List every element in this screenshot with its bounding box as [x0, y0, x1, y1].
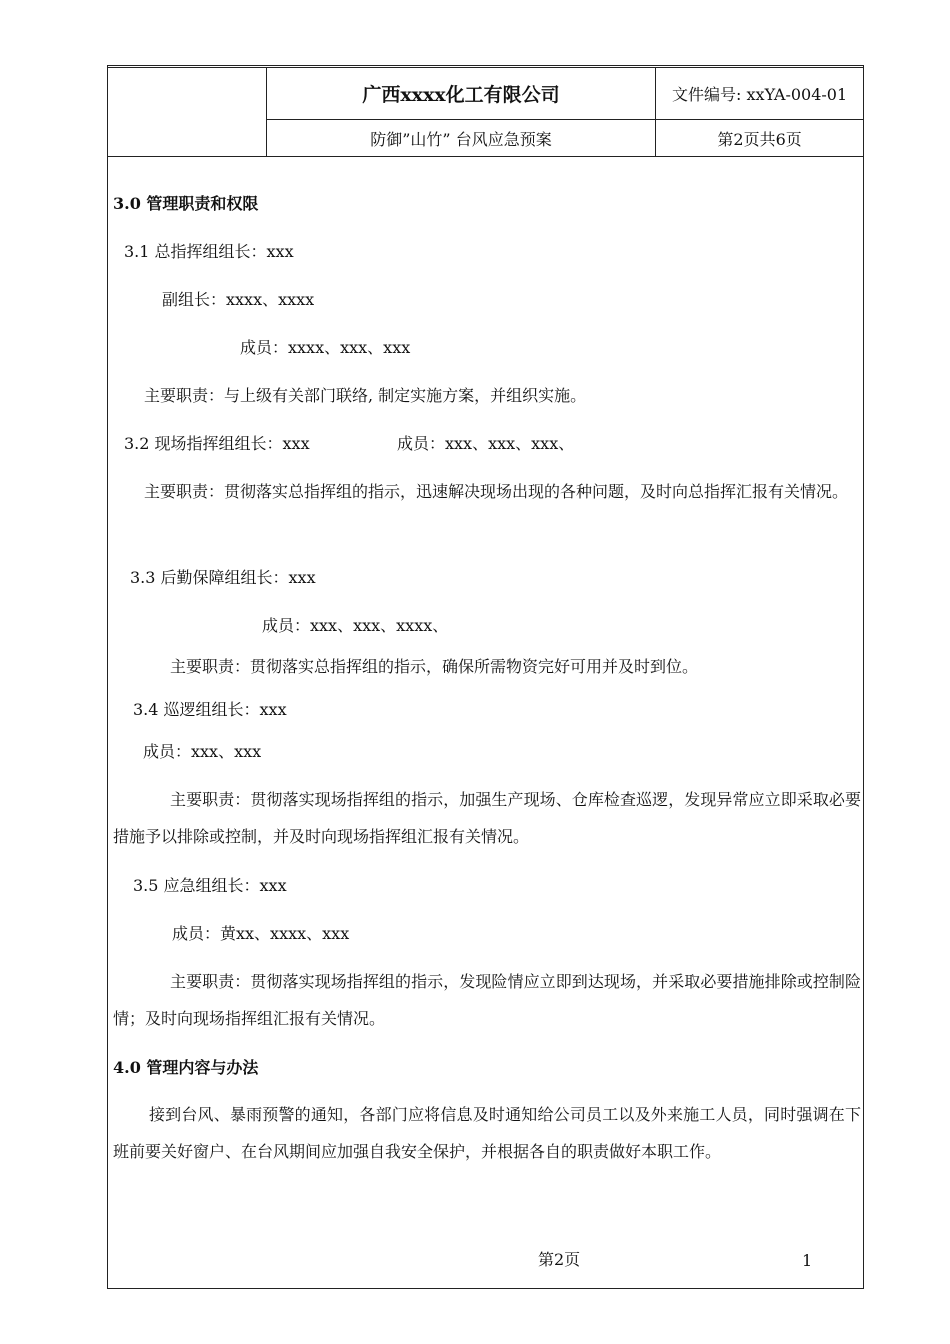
- section-3-1-members: 成员：xxxx、xxx、xxx: [240, 338, 411, 357]
- section-3-5-members: 成员：黄xx、xxxx、xxx: [172, 924, 350, 943]
- footer-page-number: 1: [802, 1251, 813, 1270]
- footer-page-label: 第2页: [538, 1250, 581, 1269]
- section-4-heading: 4.0 管理内容与办法: [113, 1058, 259, 1077]
- company-name: 广西xxxx化工有限公司: [266, 68, 655, 120]
- section-3-1-leader: 3.1 总指挥组组长：xxx: [124, 242, 294, 261]
- section-3-2-leader: 3.2 现场指挥组组长：xxx: [124, 434, 310, 453]
- section-3-4-members: 成员：xxx、xxx: [143, 742, 262, 761]
- section-4-body: 接到台风、暴雨预警的通知，各部门应将信息及时通知给公司员工以及外来施工人员，同时强调在下班前要关好窗户、在台风期间应加强自我安全保护，并根据各自的职责做好本职工作。: [113, 1105, 861, 1161]
- section-3-3-leader: 3.3 后勤保障组组长：xxx: [130, 568, 316, 587]
- document-title: 防御”山竹” 台风应急预案: [266, 120, 655, 157]
- document-number: 文件编号: xxYA-004-01: [656, 68, 864, 120]
- section-3-5-leader: 3.5 应急组组长：xxx: [133, 876, 287, 895]
- section-3-4-duty: 主要职责：贯彻落实现场指挥组的指示，加强生产现场、仓库检查巡逻，发现异常应立即采取必要措施予以排除或控制，并及时向现场指挥组汇报有关情况。: [113, 790, 861, 846]
- section-3-2-duty: 主要职责：贯彻落实总指挥组的指示，迅速解决现场出现的各种问题，及时向总指挥汇报有关情况。: [144, 482, 849, 501]
- page-info: 第2页共6页: [656, 120, 864, 157]
- section-3-3-members: 成员：xxx、xxx、xxxx、: [262, 616, 449, 635]
- section-3-4-leader: 3.4 巡逻组组长：xxx: [133, 700, 287, 719]
- section-3-heading: 3.0 管理职责和权限: [113, 194, 259, 213]
- document-header-table: [107, 67, 864, 157]
- section-3-1-deputy: 副组长：xxxx、xxxx: [162, 290, 315, 309]
- logo-cell: [108, 68, 267, 157]
- section-3-1-duty: 主要职责：与上级有关部门联络, 制定实施方案，并组织实施。: [144, 386, 587, 405]
- section-3-2-members: 成员：xxx、xxx、xxx、: [397, 434, 575, 453]
- section-3-3-duty: 主要职责：贯彻落实总指挥组的指示，确保所需物资完好可用并及时到位。: [170, 657, 699, 676]
- section-3-5-duty: 主要职责：贯彻落实现场指挥组的指示，发现险情应立即到达现场，并采取必要措施排除或控制险情；及时向现场指挥组汇报有关情况。: [113, 972, 861, 1028]
